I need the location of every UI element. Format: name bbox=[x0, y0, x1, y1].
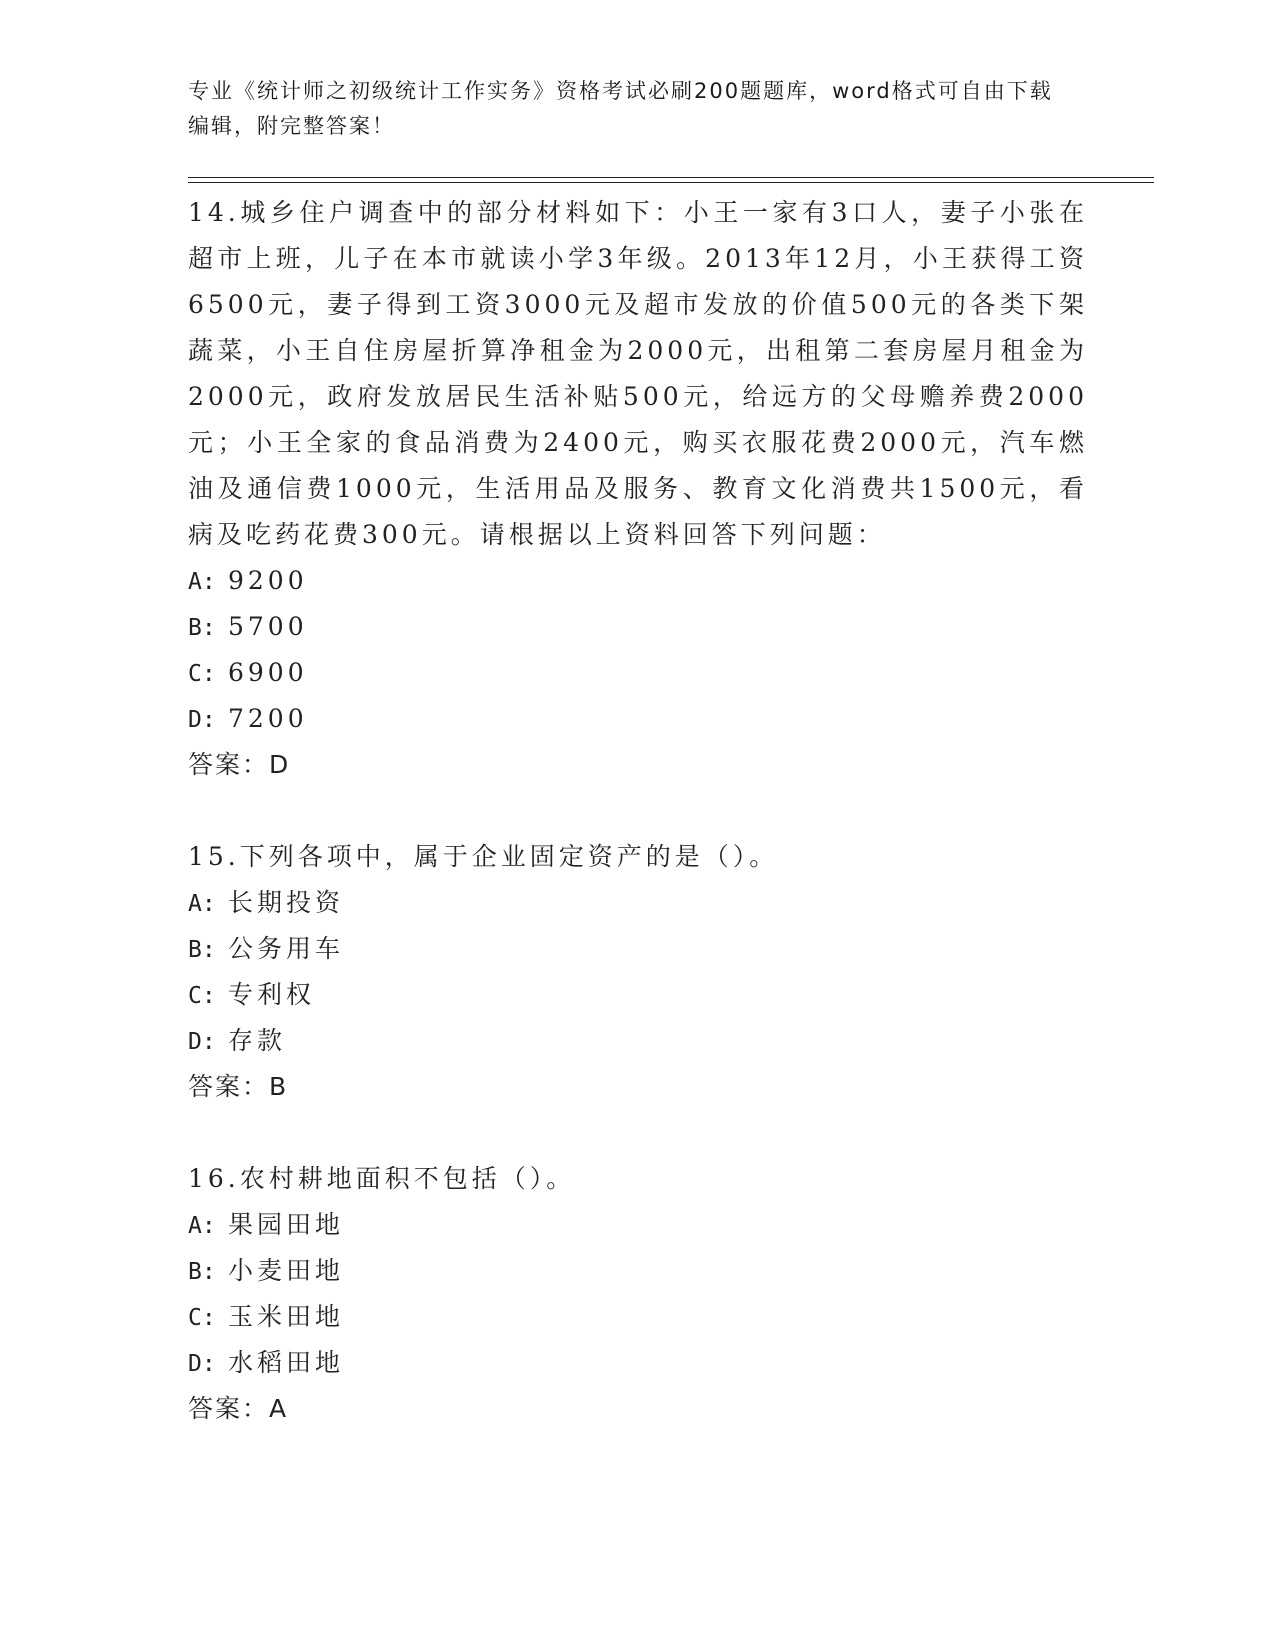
answer-line: 答案：D bbox=[188, 750, 291, 779]
option-text: 存款 bbox=[228, 1026, 287, 1055]
question-list bbox=[188, 190, 1088, 1432]
question-15 bbox=[188, 834, 1088, 1110]
header-divider-bottom bbox=[188, 182, 1154, 183]
option-letter: A: bbox=[188, 1213, 216, 1239]
option-text: 9200 bbox=[228, 566, 308, 595]
question-stem: 16.农村耕地面积不包括（）。 bbox=[188, 1164, 576, 1193]
option-text: 7200 bbox=[228, 704, 308, 733]
option-letter: B: bbox=[188, 1259, 216, 1285]
option-text: 玉米田地 bbox=[228, 1302, 345, 1331]
question-stem: 15.下列各项中，属于企业固定资产的是（）。 bbox=[188, 842, 779, 871]
header-divider-top bbox=[188, 177, 1154, 178]
option-text: 6900 bbox=[228, 658, 308, 687]
option-text: 专利权 bbox=[228, 980, 316, 1009]
option-b bbox=[188, 926, 1088, 972]
option-text: 水稻田地 bbox=[228, 1348, 345, 1377]
option-c bbox=[188, 972, 1088, 1018]
option-letter: A: bbox=[188, 569, 216, 595]
answer-line: 答案：B bbox=[188, 1072, 289, 1101]
option-d bbox=[188, 696, 1088, 742]
answer-line: 答案：A bbox=[188, 1394, 289, 1423]
option-text: 长期投资 bbox=[228, 888, 345, 917]
option-d bbox=[188, 1018, 1088, 1064]
option-letter: A: bbox=[188, 891, 216, 917]
option-letter: D: bbox=[188, 1029, 216, 1055]
option-c bbox=[188, 650, 1088, 696]
option-a bbox=[188, 558, 1088, 604]
question-16 bbox=[188, 1156, 1088, 1432]
option-letter: B: bbox=[188, 937, 216, 963]
option-text: 5700 bbox=[228, 612, 308, 641]
option-letter: C: bbox=[188, 983, 216, 1009]
option-b bbox=[188, 1248, 1088, 1294]
option-letter: D: bbox=[188, 1351, 216, 1377]
option-text: 果园田地 bbox=[228, 1210, 345, 1239]
option-letter: D: bbox=[188, 707, 216, 733]
option-a bbox=[188, 880, 1088, 926]
option-b bbox=[188, 604, 1088, 650]
option-text: 公务用车 bbox=[228, 934, 345, 963]
question-14 bbox=[188, 190, 1088, 788]
option-letter: C: bbox=[188, 1305, 216, 1331]
option-letter: B: bbox=[188, 615, 216, 641]
document-header: 专业《统计师之初级统计工作实务》资格考试必刷200题题库，word格式可自由下载编辑，附完整答案！ bbox=[188, 79, 1053, 138]
option-c bbox=[188, 1294, 1088, 1340]
option-a bbox=[188, 1202, 1088, 1248]
question-stem: 14.城乡住户调查中的部分材料如下：小王一家有3口人，妻子小张在超市上班，儿子在本市就读小学3年级。2013年12月，小王获得工资6500元，妻子得到工资3000元及超市发放的价值500元的各类下架蔬菜，小王自住房屋折算净租金为2000元，出租第二套房屋月租金为2000元，政府发放居民生活补贴500元，给远方的父母赡养费2000元；小王全家的食品消费为2400元，购买衣服花费2000元，汽车燃油及通信费1000元，生活用品及服务、教育文化消费共1500元，看病及吃药花费300元。请根据以上资料回答下列问题： bbox=[188, 198, 1088, 549]
option-d bbox=[188, 1340, 1088, 1386]
option-text: 小麦田地 bbox=[228, 1256, 345, 1285]
option-letter: C: bbox=[188, 661, 216, 687]
